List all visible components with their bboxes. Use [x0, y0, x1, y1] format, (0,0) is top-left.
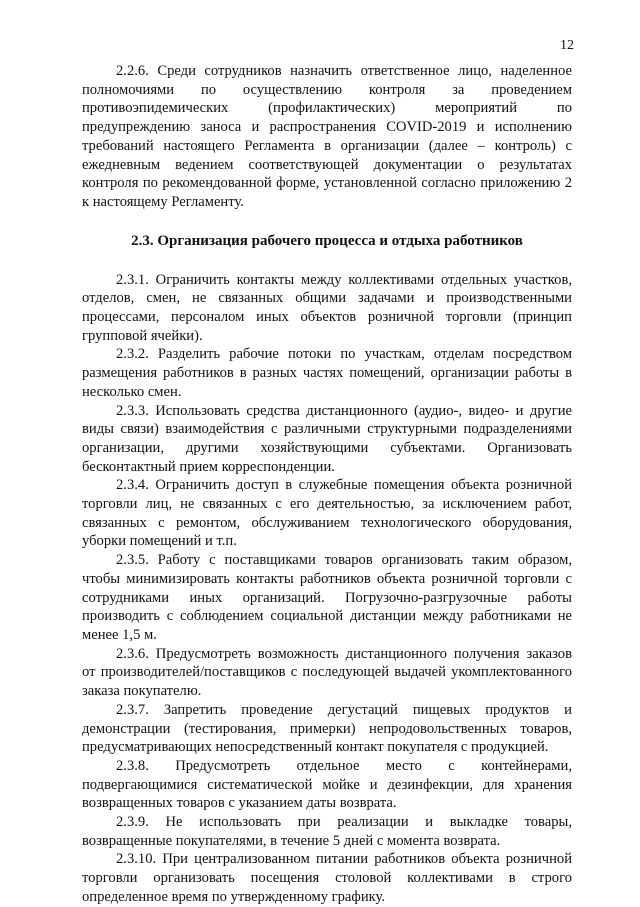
paragraph-2-3-5: 2.3.5. Работу с поставщиками товаров организовать таким образом, чтобы минимизировать контакты работников объекта розничной торговли с сотрудниками иных организаций. Погрузочно-разгрузочные работы производить с соблюдением социальной дистанции между работниками не менее 1,5 м. [82, 552, 572, 643]
paragraph-2-3-4: 2.3.4. Ограничить доступ в служебные помещения объекта розничной торговли лиц, не связанных с его деятельностью, за исключением работ, связанных с ремонтом, обслуживанием технологического оборудования, уборки помещений и т.п. [82, 477, 572, 550]
paragraph-2-3-1: 2.3.1. Ограничить контакты между коллективами отдельных участков, отделов, смен, не связанных общими задачами и производственными процессами, персоналом иных объектов розничной торговли (принцип групповой ячейки). [82, 271, 572, 344]
paragraph-2-3-6: 2.3.6. Предусмотреть возможность дистанционного получения заказов от производителей/поставщиков с последующей выдачей укомплектованного заказа покупателю. [82, 645, 572, 700]
paragraph-2-3-3: 2.3.3. Использовать средства дистанционного (аудио-, видео- и другие виды связи) взаимодействия с различными структурными подразделениями организации, другими хозяйствующими субъектами. Организовать бесконтактный прием корреспонденции. [82, 402, 572, 475]
paragraph-2-3-10: 2.3.10. При централизованном питании работников объекта розничной торговли организовать посещения столовой коллективами в строго определенное время по утвержденному графику. [82, 851, 572, 905]
page-number: 12 [560, 38, 574, 53]
section-heading: 2.3. Организация рабочего процесса и отдыха работников [131, 232, 523, 249]
paragraph-2-2-6: 2.2.6. Среди сотрудников назначить ответственное лицо, наделенное полномочиями по осуществлению контроля за проведением противоэпидемических (профилактических) мероприятий по предупреждению заноса и распространения COVID-2019 и исполнению требований настоящего Регламента в организации (далее – контроль) с ежедневным ведением соответствующей документации о результатах контроля по рекомендованной форме, установленной согласно приложению 2 к настоящему Регламенту. [82, 63, 572, 210]
paragraph-2-3-2: 2.3.2. Разделить рабочие потоки по участкам, отделам посредством размещения работников в разных частях помещений, организации работы в несколько смен. [82, 346, 572, 400]
paragraph-2-3-7: 2.3.7. Запретить проведение дегустаций пищевых продуктов и демонстрации (тестирования, примерки) непродовольственных товаров, предусматривающих непосредственный контакт покупателя с продукцией. [82, 701, 572, 756]
paragraph-2-3-9: 2.3.9. Не использовать при реализации и выкладке товары, возвращенные покупателями, в течение 5 дней с момента возврата. [82, 814, 572, 849]
paragraph-2-3-8: 2.3.8. Предусмотреть отдельное место с контейнерами, подвергающимися систематической мойке и дезинфекции, для хранения возвращенных товаров с указанием даты возврата. [82, 757, 572, 812]
document-body [82, 62, 572, 907]
